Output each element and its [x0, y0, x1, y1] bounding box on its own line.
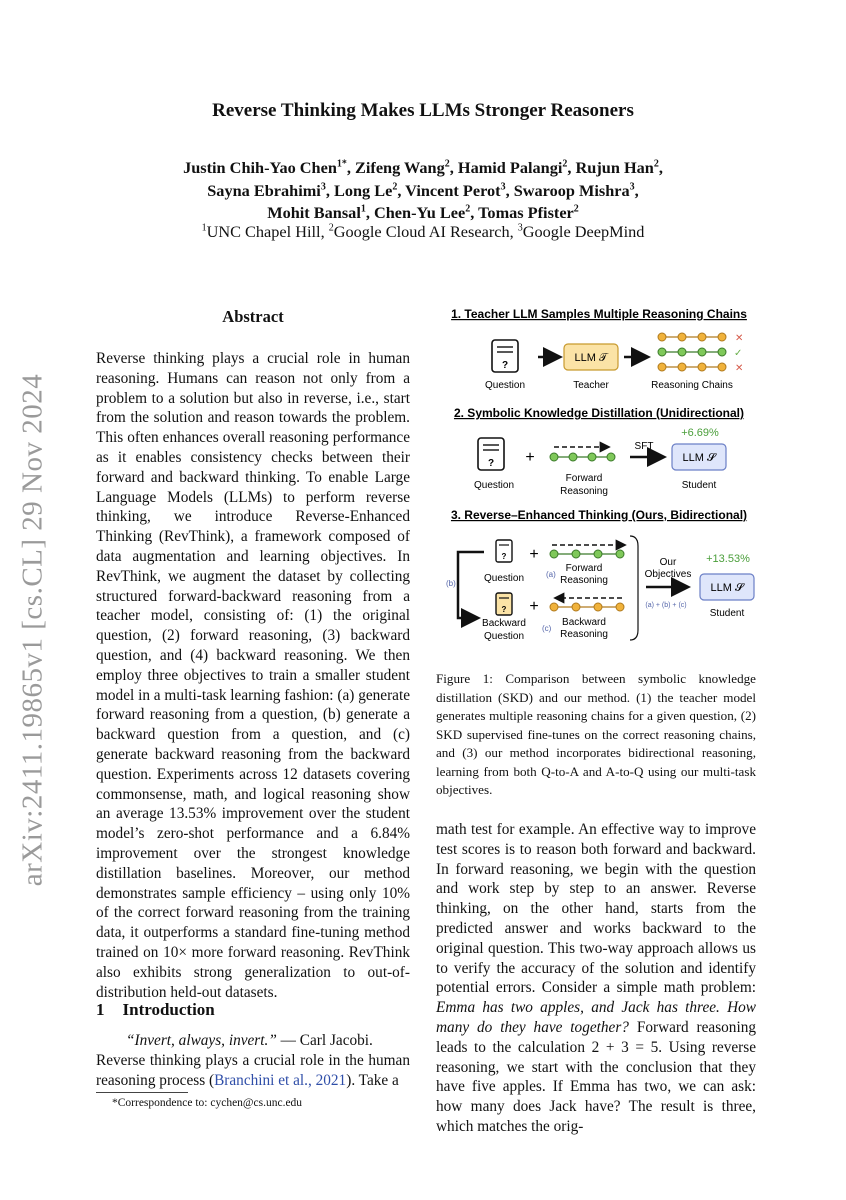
- objectives-label: Objectives: [644, 569, 692, 580]
- epigraph-author: — Carl Jacobi.: [276, 1032, 373, 1049]
- example-problem: Emma has two apples, and Jack has three. How many do they have together?: [436, 999, 756, 1036]
- forward-reasoning-label: Forward: [565, 473, 603, 484]
- reasoning-chain-correct: [658, 348, 742, 359]
- check-icon: ✓: [734, 348, 743, 359]
- body-text: Forward reasoning leads to the calculation 2 + 3 = 5. Using reverse reasoning, we start with the conclusion that they have five apples. If Emma has two, we can ask: how many does Jack have? The result is three, which matches the orig-: [436, 1018, 756, 1135]
- student-label: Student: [681, 480, 717, 491]
- cross-icon: ✕: [735, 333, 744, 344]
- author-name: Rujun Han: [575, 158, 654, 177]
- intro-paragraph: [96, 1051, 410, 1091]
- author-name: Swaroop Mishra: [513, 180, 630, 200]
- author-affil-sup: 1*: [336, 158, 347, 170]
- objective-sum: (a) + (b) + (c): [645, 602, 687, 609]
- intro-text: ). Take a: [346, 1071, 399, 1089]
- forward-reasoning-label: Forward: [565, 563, 603, 574]
- author-name: Zifeng Wang: [355, 158, 445, 177]
- author-line-2: Sayna Ebrahimi$^3$, Long Le$^2$, Vincent Perot$^3$, Swaroop Mishra$^3$,: [207, 180, 639, 200]
- reasoning-chains-label: Reasoning Chains: [651, 380, 733, 391]
- label-c: (c): [542, 624, 552, 633]
- forward-reasoning-label: Reasoning: [560, 575, 608, 586]
- figure-1-diagram: [436, 300, 762, 650]
- author-name: Justin Chih-Yao Chen: [183, 158, 337, 177]
- affiliations: $^1$UNC Chapel Hill, $^2$Google Cloud AI Research, $^3$Google DeepMind: [201, 222, 645, 241]
- author-name: Long Le: [333, 180, 393, 200]
- backward-reasoning-label: Backward: [562, 617, 606, 628]
- author-name: Hamid Palangi: [457, 158, 563, 177]
- author-list: [120, 157, 726, 225]
- backward-chain: [550, 603, 624, 611]
- forward-chain: [550, 453, 615, 461]
- right-brace: [630, 536, 638, 640]
- author-affil-sup: 3: [629, 181, 635, 193]
- author-affil-sup: 2: [465, 203, 471, 215]
- teacher-llm-label: LLM 𝒯: [574, 352, 608, 364]
- question-doc-icon: [496, 540, 512, 562]
- question-label: Question: [473, 480, 515, 491]
- student-llm-label: LLM 𝓢: [682, 452, 716, 464]
- backward-question-label: Backward: [482, 618, 526, 629]
- footnote: *Correspondence to: cychen@cs.unc.edu: [112, 1097, 303, 1109]
- arxiv-sidebar-stamp: [8, 360, 58, 900]
- plus-sign: +: [529, 598, 539, 615]
- ours-gain: +13.53%: [706, 553, 750, 565]
- skd-gain: +6.69%: [681, 427, 719, 439]
- author-affil-sup: 3: [500, 181, 506, 193]
- intro-text: Reverse thinking plays a crucial role in the human reasoning process (: [96, 1051, 410, 1089]
- plus-sign: +: [525, 449, 535, 466]
- teacher-label: Teacher: [573, 380, 609, 391]
- reasoning-chain-wrong: [658, 363, 743, 374]
- author-name: Chen-Yu Lee: [373, 203, 466, 222]
- body-text: math test for example. An effective way to improve test scores is to reason both forward and backward. In forward reasoning, we begin with the question and work step by step to an answer. Reverse thinking, on the other hand, starts from the predicted answer and works backward to the original question. This two-way approach allows us to verify the accuracy of the solution and identify potential errors. Consider a simple math problem:: [436, 821, 756, 997]
- epigraph-quote: “Invert, always, invert.”: [126, 1032, 277, 1049]
- question-label: Question: [484, 380, 526, 391]
- abstract-body: Reverse thinking plays a crucial role in human reasoning. Humans can reason not only from a problem to a solution but also in reverse, i.e., start from the solution and reason towards the problem. This often enhances overall reasoning performance as it enables consistency checks between their forward and backward thinking. To enable Large Language Models (LLMs) to perform reverse thinking, we introduce Reverse-Enhanced Thinking (RevThink), a framework composed of data augmentation and learning objectives. In RevThink, we augment the dataset by collecting structured forward-backward reasoning from a teacher model, consisting of: (1) the original question, (2) forward reasoning, (3) backward question, and (4) backward reasoning. We then employ three objectives to train a smaller student model in a multi-task learning fashion: (a) generate forward reasoning from a question, (b) generate a backward question from a question, and (c) generate backward reasoning from the backward question. Experiments across 12 datasets covering commonsense, math, and logical reasoning show an average 13.53% improvement over the student model’s zero-shot performance and a 6.84% improvement over the strongest knowledge distillation baselines. Moreover, our method demonstrates sample efficiency – using only 10% of the correct forward reasoning from the training data, it outperforms a standard fine-tuning method trained on 10× more forward reasoning. RevThink also exhibits strong generalization to out-of-distribution held-out datasets.: [96, 350, 410, 1001]
- panel3-title: 3. Reverse–Enhanced Thinking (Ours, Bidirectional): [450, 508, 748, 522]
- question-doc-icon: [492, 340, 518, 372]
- question-mark: ?: [501, 552, 507, 561]
- sft-label: SFT: [634, 441, 654, 452]
- question-mark: ?: [501, 605, 507, 614]
- backward-question-label: Question: [483, 631, 525, 642]
- affiliation: Google Cloud AI Research: [333, 222, 510, 241]
- student-llm-label: LLM 𝓢: [710, 582, 744, 594]
- reasoning-chain-wrong: [658, 333, 743, 344]
- abstract-heading: Abstract: [222, 307, 284, 326]
- figure-1-caption: Figure 1: Comparison between symbolic knowledge distillation (SKD) and our method. (1) the teacher model generates multiple reasoning chains for a given question, (2) SKD supervised fine-tunes on the correct reasoning chains, and (3) our method incorporates bidirectional reasoning, learning from both Q-to-A and A-to-Q using our multi-task objectives.: [436, 671, 756, 797]
- objectives-label: Our: [659, 557, 677, 568]
- author-affil-sup: 2: [444, 158, 450, 170]
- label-b: (b): [446, 579, 456, 588]
- author-name: Tomas Pfister: [478, 203, 574, 222]
- author-affil-sup: 2: [573, 203, 579, 215]
- question-mark: ?: [487, 458, 495, 469]
- section-heading-introduction: [96, 1000, 215, 1020]
- backward-question-doc-icon: [496, 593, 512, 615]
- section-number: 1: [96, 1000, 105, 1019]
- panel1-title: 1. Teacher LLM Samples Multiple Reasoning Chains: [451, 307, 747, 321]
- right-column-body: [436, 820, 756, 1137]
- affil-sup: 2: [328, 222, 334, 234]
- question-doc-icon: [478, 438, 504, 470]
- bracket-arrow: [458, 552, 484, 618]
- forward-chain: [550, 550, 624, 558]
- footnote-rule: [96, 1092, 188, 1093]
- author-name: Mohit Bansal: [267, 203, 361, 222]
- epigraph: [96, 1031, 410, 1051]
- forward-reasoning-label: Reasoning: [560, 486, 608, 497]
- affiliation: Google DeepMind: [522, 222, 645, 241]
- panel2-title: 2. Symbolic Knowledge Distillation (Unidirectional): [453, 406, 745, 420]
- author-affil-sup: 1: [360, 203, 366, 215]
- question-label: Question: [483, 573, 525, 584]
- question-mark: ?: [501, 360, 509, 371]
- paper-title: Reverse Thinking Makes LLMs Stronger Reasoners: [212, 100, 634, 121]
- author-affil-sup: 2: [562, 158, 568, 170]
- author-name: Sayna Ebrahimi: [207, 180, 321, 200]
- affil-sup: 1: [201, 222, 207, 234]
- author-line-3: Mohit Bansal$^1$, Chen-Yu Lee$^2$, Tomas Pfister$^2$: [267, 203, 579, 222]
- affiliation: UNC Chapel Hill: [206, 222, 321, 241]
- arxiv-id: arXiv:2411.19865v1 [cs.CL] 29 Nov 2024: [16, 373, 49, 887]
- citation-link[interactable]: Branchini et al., 2021: [214, 1071, 347, 1089]
- author-line-1: Justin Chih-Yao Chen$^{1*}$, Zifeng Wang$^2$, Hamid Palangi$^2$, Rujun Han$^2$,: [183, 158, 663, 177]
- author-name: Vincent Perot: [405, 180, 501, 200]
- label-a: (a): [546, 570, 556, 579]
- author-affil-sup: 2: [392, 181, 398, 193]
- backward-reasoning-label: Reasoning: [560, 629, 608, 640]
- affil-sup: 3: [517, 222, 523, 234]
- cross-icon: ✕: [735, 363, 744, 374]
- section-title: Introduction: [122, 1000, 215, 1019]
- student-label: Student: [709, 608, 745, 619]
- introduction-body: [96, 1031, 410, 1090]
- author-affil-sup: 2: [653, 158, 659, 170]
- plus-sign: +: [529, 546, 539, 563]
- author-affil-sup: 3: [320, 181, 326, 193]
